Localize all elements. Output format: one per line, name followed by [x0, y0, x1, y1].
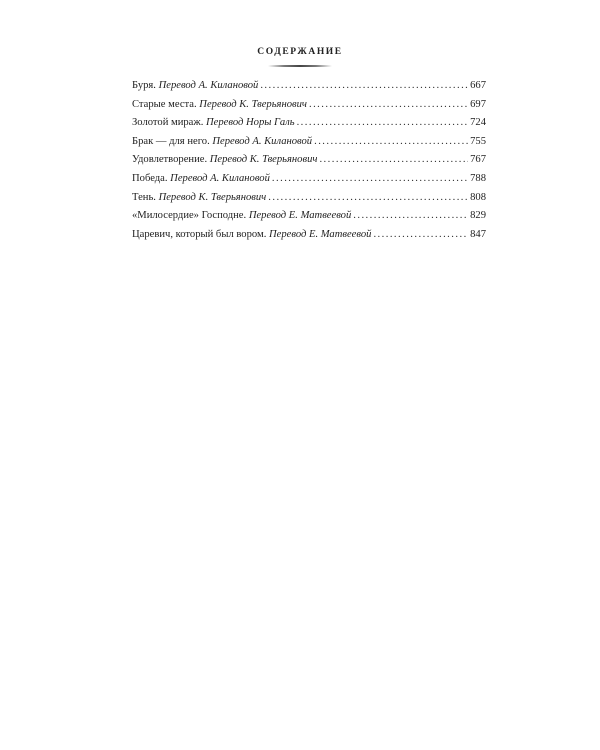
toc-leader-dots — [297, 114, 469, 133]
toc-entry-translator: Перевод А. Килановой — [212, 135, 313, 147]
toc-entry-translator: Перевод К. Тверьянович — [209, 154, 318, 166]
toc-entry-title: «Милосердие» Господне. Перевод Е. Матвеевой — [132, 210, 352, 222]
page-title: СОДЕРЖАНИЕ — [257, 47, 343, 57]
toc-entry-title: Золотой мираж. Перевод Норы Галь — [132, 117, 295, 129]
toc-page-number: 755 — [470, 135, 486, 147]
toc-entry-translator: Перевод А. Килановой — [158, 80, 259, 91]
toc-page-number: 808 — [470, 191, 486, 203]
toc-leader-dots — [268, 189, 468, 208]
toc-entry-title: Удовлетворение. Перевод К. Тверьянович — [132, 154, 318, 166]
toc-entry[interactable] — [132, 170, 486, 189]
toc-page-number: 847 — [470, 228, 486, 240]
toc-entry-title: Царевич, который был вором. Перевод Е. Матвеевой — [132, 228, 372, 240]
toc-entry-translator: Перевод К. Тверьянович — [199, 98, 307, 110]
toc-entry[interactable] — [132, 114, 486, 133]
toc-leader-dots — [314, 133, 468, 152]
toc-leader-dots — [309, 96, 468, 115]
toc-page-number: 697 — [470, 98, 486, 110]
toc-entry-title: Тень. Перевод К. Тверьянович — [132, 191, 267, 203]
toc-entry-translator: Перевод А. Килановой — [170, 172, 270, 184]
table-of-contents — [132, 77, 486, 244]
toc-page-number: 724 — [470, 117, 486, 129]
toc-entry-translator: Перевод Е. Матвеевой — [248, 210, 352, 222]
toc-entry[interactable] — [132, 96, 486, 115]
toc-page-number: 788 — [470, 172, 486, 184]
toc-leader-dots — [353, 207, 468, 226]
toc-leader-dots — [272, 170, 468, 189]
toc-entry-translator: Перевод Норы Галь — [206, 117, 295, 129]
toc-leader-dots — [319, 151, 468, 170]
toc-entry-translator: Перевод Е. Матвеевой — [269, 228, 372, 240]
toc-entry[interactable] — [132, 151, 486, 170]
toc-page-number: 829 — [470, 210, 486, 222]
toc-entry-title: Победа. Перевод А. Килановой — [132, 172, 270, 184]
toc-entry-translator: Перевод К. Тверьянович — [158, 191, 267, 203]
decorative-rule — [268, 64, 332, 68]
toc-entry[interactable] — [132, 226, 486, 245]
toc-entry-title: Брак — для него. Перевод А. Килановой — [132, 135, 313, 147]
toc-entry-title: Буря. Перевод А. Килановой — [132, 80, 259, 91]
toc-page-number: 667 — [470, 80, 486, 91]
toc-entry[interactable] — [132, 207, 486, 226]
toc-entry-title: Старые места. Перевод К. Тверьянович — [132, 98, 307, 110]
toc-entry[interactable] — [132, 189, 486, 208]
toc-leader-dots — [260, 77, 468, 96]
toc-leader-dots — [373, 226, 468, 245]
toc-page-number: 767 — [470, 154, 486, 166]
toc-entry[interactable] — [132, 77, 486, 96]
toc-entry[interactable] — [132, 133, 486, 152]
